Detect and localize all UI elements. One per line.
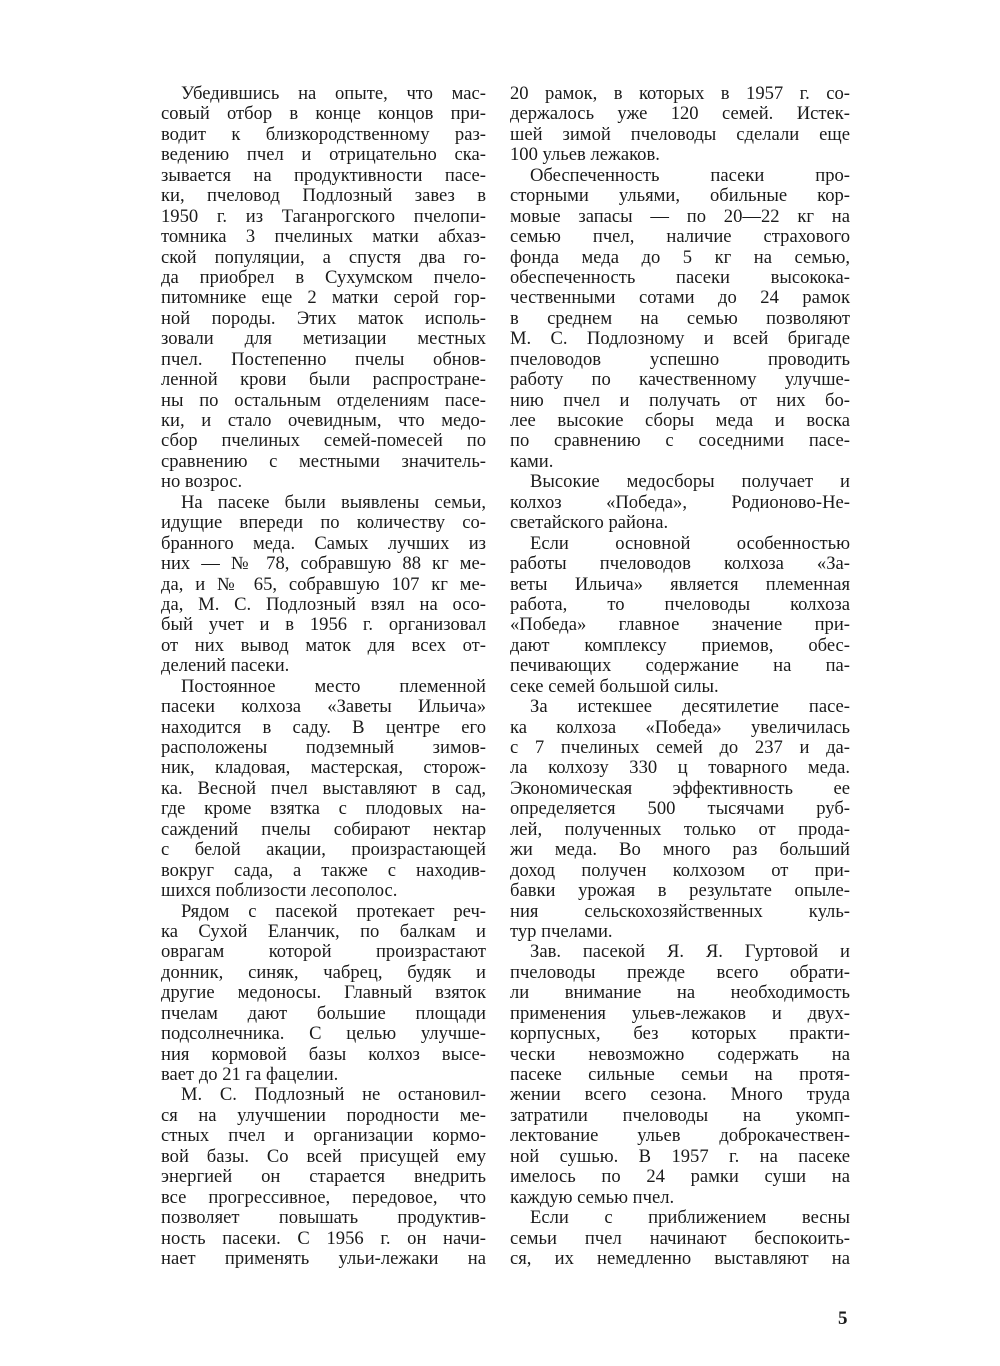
text-line: пасеки колхоза «Заветы Ильича» bbox=[161, 696, 486, 718]
text-line: бавки урожая в результате опыле- bbox=[510, 880, 850, 902]
text-line: да, и № 65, собравшую 107 кг ме- bbox=[161, 573, 486, 595]
paragraph bbox=[510, 166, 850, 473]
paragraph bbox=[161, 677, 486, 902]
text-line: ведению пчел и отрицательно ска- bbox=[161, 144, 486, 166]
text-line: них — № 78, собравшую 88 кг ме- bbox=[161, 553, 486, 575]
text-line: жи меда. Во много раз больший bbox=[510, 839, 850, 861]
paragraph bbox=[161, 493, 486, 677]
text-line: Если основной особенностью bbox=[530, 532, 850, 554]
text-line: чески невозможно содержать на bbox=[510, 1043, 850, 1065]
text-line: но возрос. bbox=[161, 471, 243, 493]
text-line: фонда меда до 5 кг на семью, bbox=[510, 246, 850, 268]
text-line: каждую семью пчел. bbox=[510, 1186, 675, 1208]
text-line: ками. bbox=[510, 450, 554, 472]
text-line: ла колхозу 330 ц товарного меда. bbox=[510, 757, 850, 779]
paragraph bbox=[510, 534, 850, 698]
text-line: лектование ульев доброкачествен- bbox=[510, 1125, 850, 1147]
text-line: ния сельскохозяйственных куль- bbox=[510, 900, 850, 922]
text-line: ник, кладовая, мастерская, сторож- bbox=[161, 757, 486, 779]
text-line: да приобрел в Сухумском пчело- bbox=[161, 266, 486, 288]
text-line: Высокие медосборы получает и bbox=[530, 471, 850, 493]
text-line: М. С. Подлозному и всей бригаде bbox=[510, 328, 850, 350]
text-line: расположены подземный зимов- bbox=[161, 737, 486, 758]
text-line: пчелам дают большие площади bbox=[161, 1002, 486, 1024]
text-line: семьи пчел начинают беспокоить- bbox=[510, 1227, 850, 1249]
text-line: Зав. пасекой Я. Я. Гуртовой и bbox=[530, 941, 850, 963]
text-line: по сравнению с соседними пасе- bbox=[510, 430, 850, 452]
text-line: шихся поблизости лесополос. bbox=[161, 880, 398, 902]
paragraph bbox=[161, 84, 486, 493]
text-line: доход получен колхозом от при- bbox=[510, 859, 850, 881]
text-line: Экономическая эффективность ее bbox=[510, 777, 850, 799]
text-column-left bbox=[161, 84, 486, 1269]
text-line: семью пчел, наличие страхового bbox=[510, 226, 850, 248]
text-line: ной породы. Этих маток исполь- bbox=[161, 307, 486, 329]
text-column-right bbox=[510, 84, 850, 1269]
text-line: 20 рамок, в которых в 1957 г. со- bbox=[510, 83, 850, 104]
text-line: где кроме взятка с плодовых на- bbox=[161, 798, 486, 820]
text-line: применения ульев-лежаков и двух- bbox=[510, 1002, 850, 1024]
text-line: секе семей большой силы. bbox=[510, 675, 719, 697]
text-line: пчел. Постепенно пчелы обнов- bbox=[161, 348, 486, 370]
text-line: вой базы. Со всей присущей ему bbox=[161, 1145, 486, 1167]
text-line: ка Сухой Еланчик, по балкам и bbox=[161, 920, 486, 942]
text-line: водит к близкородственному раз- bbox=[161, 123, 486, 145]
text-line: Если с приближением весны bbox=[530, 1207, 850, 1229]
text-line: дают комплексу приемов, обес- bbox=[510, 634, 850, 656]
text-line: 1950 г. из Таганрогского пчелопи- bbox=[161, 205, 486, 227]
text-line: ли внимание на необходимость bbox=[510, 982, 850, 1004]
text-line: вает до 21 га фацелии. bbox=[161, 1064, 339, 1085]
text-line: лее высокие сборы меда и воска bbox=[510, 410, 850, 431]
paragraph bbox=[510, 472, 850, 533]
text-line: лей, полученных только от прода- bbox=[510, 818, 850, 840]
text-line: бранного меда. Самых лучших из bbox=[161, 532, 486, 554]
text-line: ки, и стало очевидным, что медо- bbox=[161, 410, 486, 431]
page-number: 5 bbox=[838, 1308, 848, 1329]
text-line: зовали для метизации местных bbox=[161, 328, 486, 350]
text-line: ной сушью. В 1957 г. на пасеке bbox=[510, 1145, 850, 1167]
text-line: с белой акации, произрастающей bbox=[161, 839, 486, 861]
text-line: идущие впереди по количеству со- bbox=[161, 512, 486, 534]
text-line: светайского района. bbox=[510, 512, 669, 534]
text-line: «Победа» главное значение при- bbox=[510, 614, 850, 636]
text-line: сторными ульями, обильные кор- bbox=[510, 185, 850, 207]
text-line: зывается на продуктивности пасе- bbox=[161, 164, 486, 186]
text-line: мовые запасы — по 20—22 кг на bbox=[510, 205, 850, 227]
text-line: имелось по 24 рамки суши на bbox=[510, 1166, 850, 1188]
text-line: нает применять ульи-лежаки на bbox=[161, 1247, 486, 1269]
text-line: ки, пчеловод Подлозный завез в bbox=[161, 185, 486, 207]
text-line: колхоз «Победа», Родионово-Не- bbox=[510, 491, 850, 513]
text-line: ния кормовой базы колхоз высе- bbox=[161, 1043, 486, 1065]
text-line: работа, то пчеловоды колхоза bbox=[510, 593, 850, 615]
text-line: работу по качественному улучше- bbox=[510, 369, 850, 391]
text-line: держалось уже 120 семей. Истек- bbox=[510, 103, 850, 125]
text-line: нию пчел и получать от них бо- bbox=[510, 389, 850, 411]
text-line: вокруг сада, а также с находив- bbox=[161, 859, 486, 881]
text-line: ны по остальным отделениям пасе- bbox=[161, 389, 486, 411]
text-line: шей зимой пчеловоды сделали еще bbox=[510, 123, 850, 145]
text-line: с 7 пчелиных семей до 237 и да- bbox=[510, 737, 850, 758]
text-line: от них вывод маток для всех от- bbox=[161, 634, 486, 656]
text-line: все прогрессивное, передовое, что bbox=[161, 1186, 486, 1208]
text-line: энергией он старается внедрить bbox=[161, 1166, 486, 1188]
text-line: определяется 500 тысячами руб- bbox=[510, 798, 850, 820]
text-line: печивающих содержание на па- bbox=[510, 655, 850, 677]
text-line: ка. Весной пчел выставляют в сад, bbox=[161, 777, 486, 799]
text-line: На пасеке были выявлены семьи, bbox=[181, 491, 486, 513]
text-line: ской популяции, а спустя два го- bbox=[161, 246, 486, 268]
text-line: находится в саду. В центре его bbox=[161, 716, 486, 738]
paragraph bbox=[510, 1208, 850, 1269]
text-line: работы пчеловодов колхоза «За- bbox=[510, 553, 850, 575]
text-line: другие медоносы. Главный взяток bbox=[161, 982, 486, 1004]
text-line: веты Ильича» является племенная bbox=[510, 573, 850, 595]
text-line: ка колхоза «Победа» увеличилась bbox=[510, 716, 850, 738]
text-line: жении всего сезона. Много труда bbox=[510, 1084, 850, 1106]
text-line: пчеловоды прежде всего обрати- bbox=[510, 961, 850, 983]
text-line: делений пасеки. bbox=[161, 655, 290, 677]
text-line: оврагам которой произрастают bbox=[161, 941, 486, 963]
text-line: да, М. С. Подлозный взял на осо- bbox=[161, 593, 486, 615]
paragraph bbox=[510, 697, 850, 942]
text-line: Обеспеченность пасеки про- bbox=[530, 164, 850, 186]
text-line: питомнике еще 2 матки серой гор- bbox=[161, 287, 486, 309]
text-line: Рядом с пасекой протекает реч- bbox=[181, 900, 486, 922]
text-line: пасеке сильные семьи на протя- bbox=[510, 1064, 850, 1085]
text-line: Убедившись на опыте, что мас- bbox=[181, 83, 486, 104]
text-line: 100 ульев лежаков. bbox=[510, 144, 660, 166]
text-line: М. С. Подлозный не остановил- bbox=[181, 1084, 486, 1106]
text-line: саждений пчелы собирают нектар bbox=[161, 818, 486, 840]
text-line: чественными сотами до 24 рамок bbox=[510, 287, 850, 309]
text-line: ность пасеки. С 1956 г. он начи- bbox=[161, 1227, 486, 1249]
text-line: За истекшее десятилетие пасе- bbox=[530, 696, 850, 718]
text-line: в среднем на семью позволяют bbox=[510, 307, 850, 329]
text-line: сравнению с местными значитель- bbox=[161, 450, 486, 472]
paragraph bbox=[510, 942, 850, 1208]
text-line: позволяет повышать продуктив- bbox=[161, 1207, 486, 1229]
text-line: пчеловодов успешно проводить bbox=[510, 348, 850, 370]
text-line: совый отбор в конце концов при- bbox=[161, 103, 486, 125]
text-line: ся, их немедленно выставляют на bbox=[510, 1247, 850, 1269]
paragraph bbox=[510, 84, 850, 166]
text-line: донник, синяк, чабрец, будяк и bbox=[161, 961, 486, 983]
text-line: затратили пчеловоды на укомп- bbox=[510, 1104, 850, 1126]
text-line: сбор пчелиных семей-помесей по bbox=[161, 430, 486, 452]
text-line: Постоянное место племенной bbox=[181, 675, 486, 697]
text-line: ся на улучшении породности ме- bbox=[161, 1104, 486, 1126]
text-line: тур пчелами. bbox=[510, 920, 613, 942]
paragraph bbox=[161, 902, 486, 1086]
text-line: обеспеченность пасеки высокока- bbox=[510, 266, 850, 288]
text-line: ленной крови были распростране- bbox=[161, 369, 486, 391]
text-line: бый учет и в 1956 г. организовал bbox=[161, 614, 486, 636]
text-line: томника 3 пчелиных матки абхаз- bbox=[161, 226, 486, 248]
text-line: корпусных, без которых практи- bbox=[510, 1023, 850, 1045]
text-line: подсолнечника. С целью улучше- bbox=[161, 1023, 486, 1045]
paragraph bbox=[161, 1085, 486, 1269]
text-line: стных пчел и организации кормо- bbox=[161, 1125, 486, 1147]
